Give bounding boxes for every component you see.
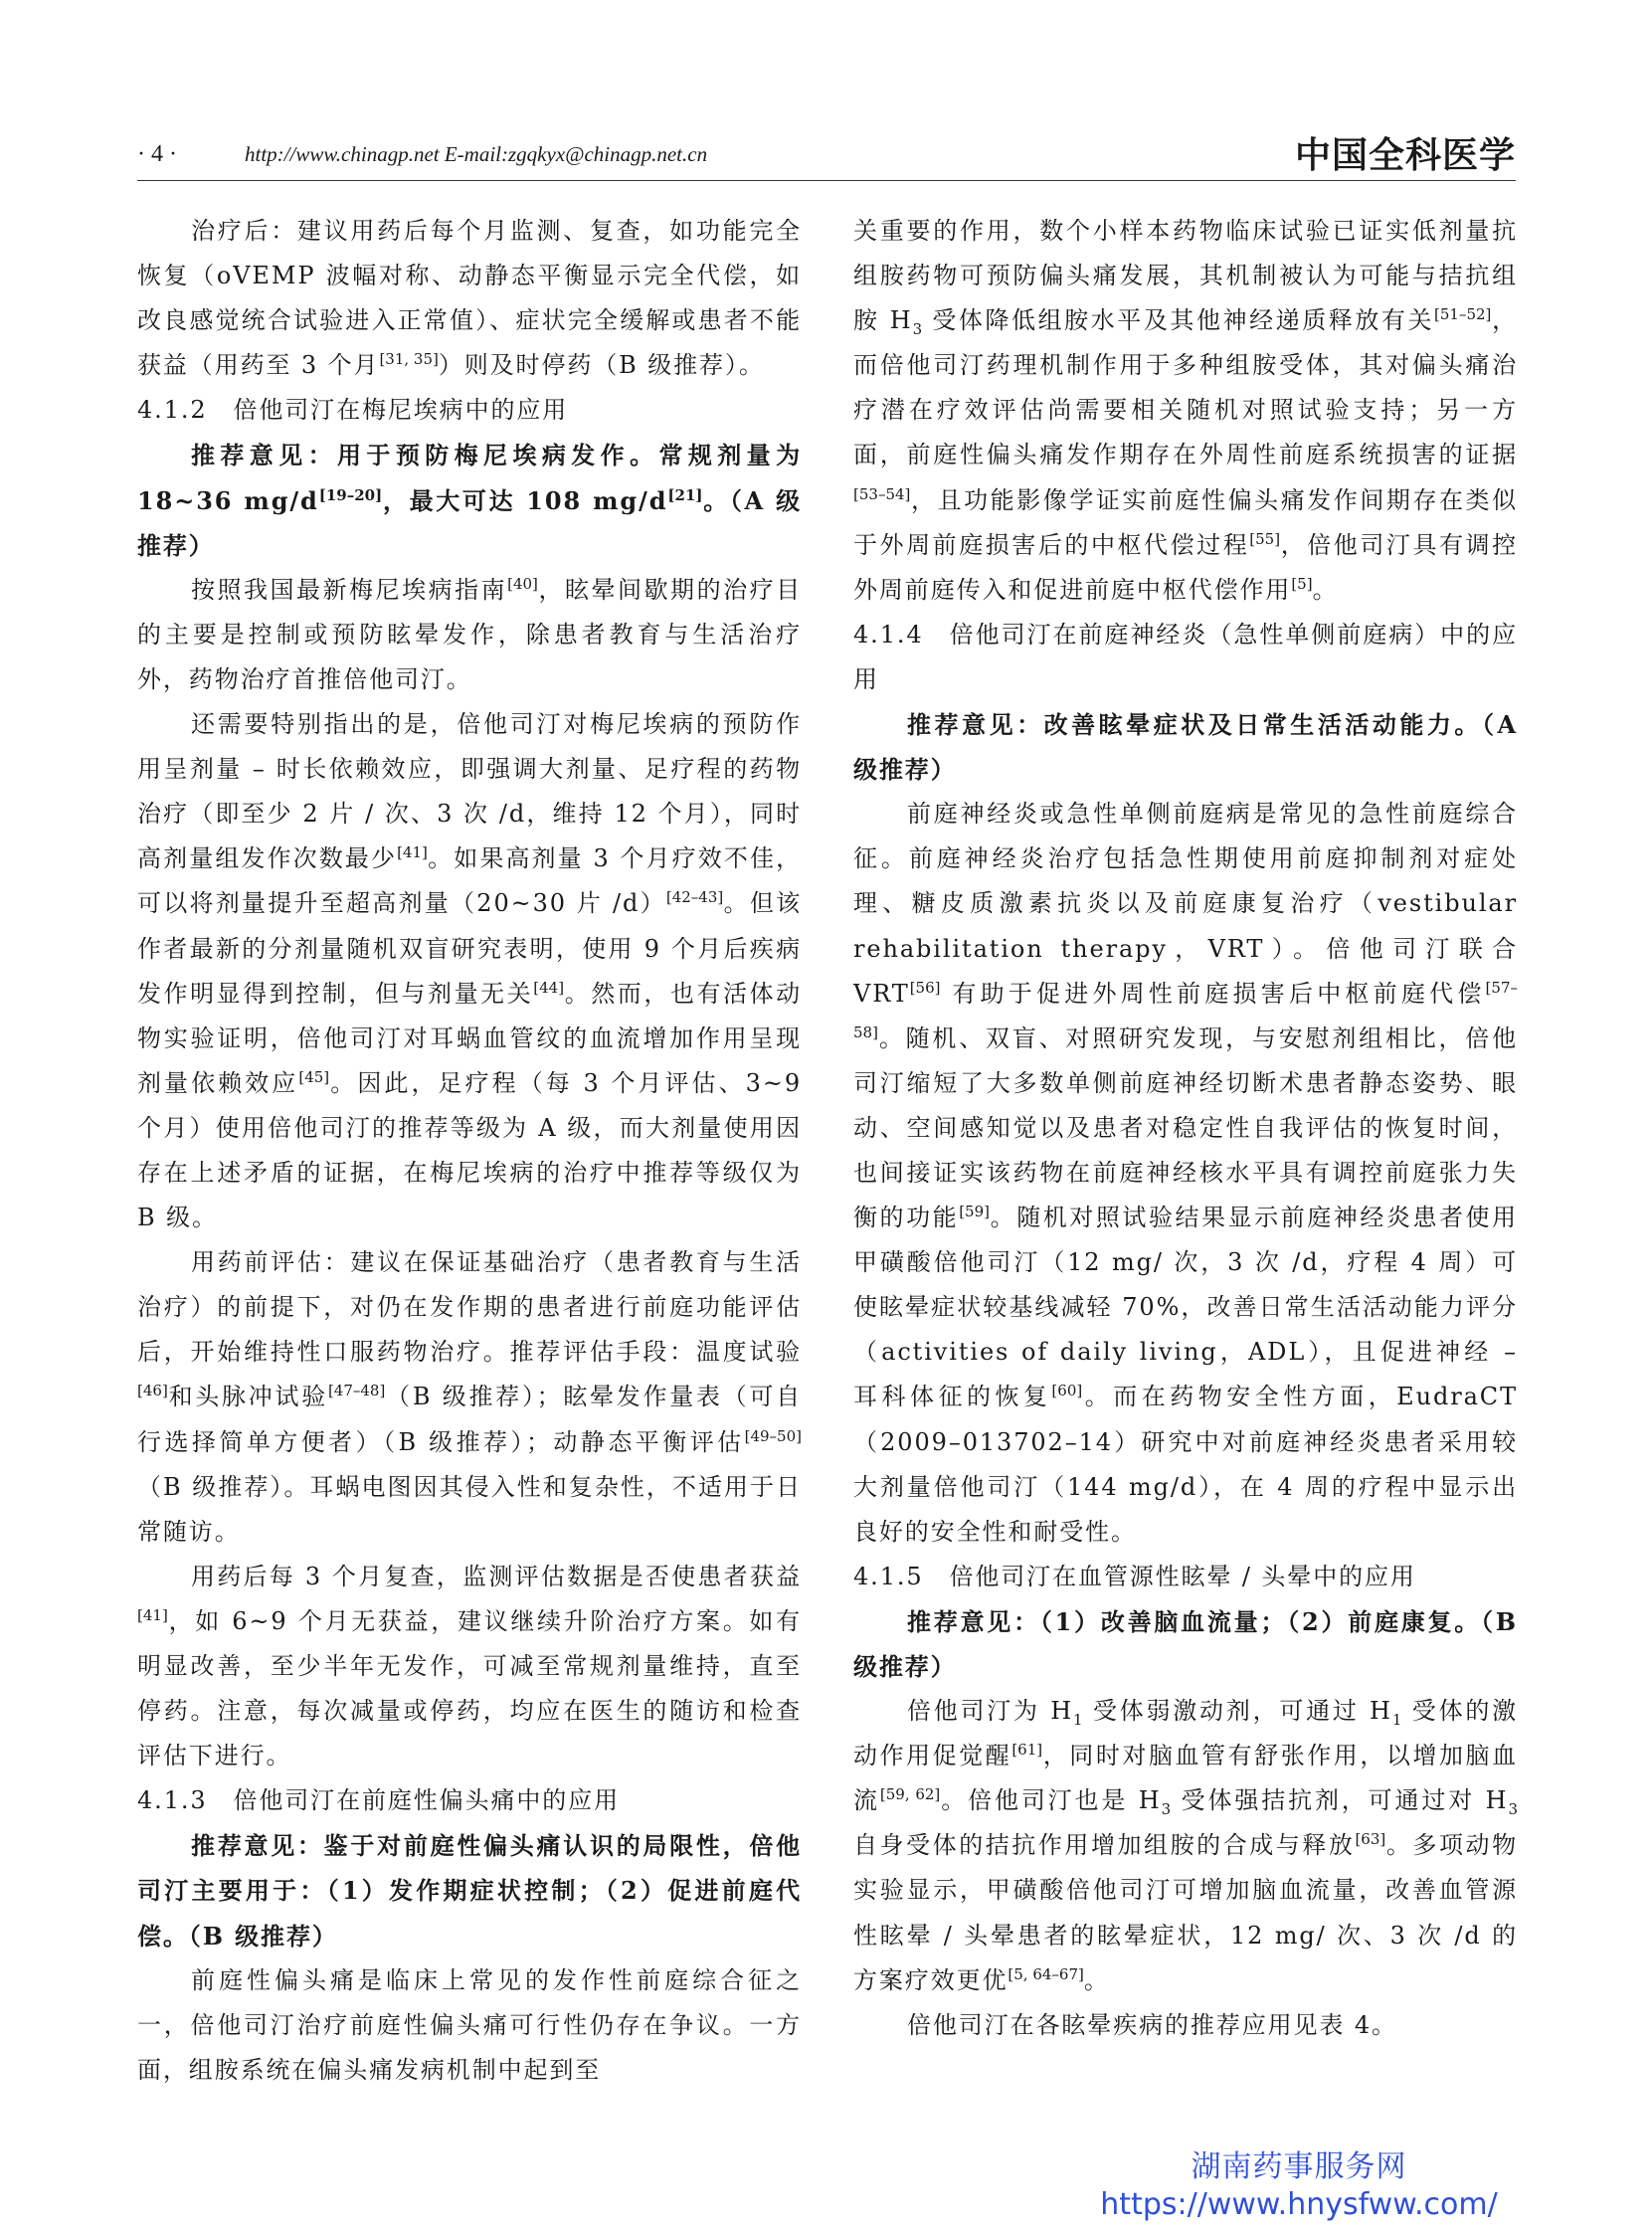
recommendation-vestibular-neuritis: 推荐意见：改善眩晕症状及日常生活活动能力。（A 级推荐）: [853, 710, 1518, 785]
header-divider: [137, 180, 1516, 181]
citation: [5, 64–67]: [1008, 1964, 1084, 1983]
paragraph-dose-dependence: 还需要特别指出的是，倍他司汀对梅尼埃病的预防作用呈剂量 – 时长依赖效应，即强调大剂量、足疗程的药物治疗（即至少 2 片 / 次、3 次 /d，维持 12 个月），同时高剂量组发作次数最少[41]。如果高剂量 3 个月疗效不佳，可以将剂量提升至超高剂量（20~30 片 /d）[42–43]。但该作者最新的分剂量随机双盲研究表明，使用 9 个月后疾病发作明显得到控制，但与剂量无关[44]。然而，也有活体动物实验证明，倍他司汀对耳蜗血管纹的血流增加作用呈现剂量依赖效应[45]。因此，足疗程（每 3 个月评估、3~9 个月）使用倍他司汀的推荐等级为 A 级，而大剂量使用因存在上述矛盾的证据，在梅尼埃病的治疗中推荐等级仅为 B 级。: [137, 710, 802, 1232]
paragraph-vestibular-neuritis: 前庭神经炎或急性单侧前庭病是常见的急性前庭综合征。前庭神经炎治疗包括急性期使用前庭抑制剂对症处理、糖皮质激素抗炎以及前庭康复治疗（vestibular rehabilitation therapy，VRT）。倍他司汀联合 VRT[56] 有助于促进外周性前庭损害后中枢前庭代偿[57–58]。随机、双盲、对照研究发现，与安慰剂组相比，倍他司汀缩短了大多数单侧前庭神经切断术患者静态姿势、眼动、空间感知觉以及患者对稳定性自我评估的恢复时间，也间接证实该药物在前庭神经核水平具有调控前庭张力失衡的功能[59]。随机对照试验结果显示前庭神经炎患者使用甲磺酸倍他司汀（12 mg/ 次，3 次 /d，疗程 4 周）可使眩晕症状较基线减轻 70%，改善日常生活活动能力评分（activities of daily living，ADL），且促进神经 – 耳科体征的恢复[60]。而在药物安全性方面，EudraCT（2009–013702–14）研究中对前庭神经炎患者采用较大剂量倍他司汀（144 mg/d），在 4 周的疗程中显示出良好的安全性和耐受性。: [853, 800, 1518, 1546]
paragraph-pre-assessment: 用药前评估：建议在保证基础治疗（患者教育与生活治疗）的前提下，对仍在发作期的患者进行前庭功能评估后，开始维持性口服药物治疗。推荐评估手段：温度试验[46]和头脉冲试验[47–48]（B 级推荐）；眩晕发作量表（可自行选择简单方便者）（B 级推荐）；动静态平衡评估[49–50]（B 级推荐）。耳蜗电图因其侵入性和复杂性，不适用于日常随访。: [137, 1248, 802, 1546]
paragraph-vestibular-migraine: 前庭性偏头痛是临床上常见的发作性前庭综合征之一，倍他司汀治疗前庭性偏头痛可行性仍存在争议。一方面，组胺系统在偏头痛发病机制中起到至: [137, 1965, 802, 2084]
page-number: · 4 ·: [137, 141, 177, 167]
citation: [19–20]: [318, 485, 383, 504]
citation: [55]: [1249, 529, 1281, 548]
paragraph-after-treatment: 治疗后：建议用药后每个月监测、复查，如功能完全恢复（oVEMP 波幅对称、动静态平衡显示完全代偿，如改良感觉统合试验进入正常值）、症状完全缓解或患者不能获益（用药至 3 个月[31, 35]）则及时停药（B 级推荐）。: [137, 217, 802, 380]
paragraph-follow-up: 用药后每 3 个月复查，监测评估数据是否使患者获益[41]，如 6~9 个月无获益，建议继续升阶治疗方案。如有明显改善，至少半年无发作，可减至常规剂量维持，直至停药。注意，每次减量或停药，均应在医生的随访和检查评估下进行。: [137, 1562, 802, 1770]
citation: [61]: [1011, 1741, 1043, 1760]
citation: [63]: [1355, 1830, 1386, 1849]
citation: [42–43]: [665, 888, 724, 907]
paragraph-migraine-continued: 关重要的作用，数个小样本药物临床试验已证实低剂量抗组胺药物可预防偏头痛发展，其机制被认为可能与拮抗组胺 $H_3$ 受体降低组胺水平及其他神经递质释放有关[51–52]，而倍他司汀药理机制作用于多种组胺受体，其对偏头痛治疗潜在疗效评估尚需要相关随机对照试验支持；另一方面，前庭性偏头痛发作期存在外周性前庭系统损害的证据[53–54]，且功能影像学证实前庭性偏头痛发作间期存在类似于外周前庭损害后的中枢代偿过程[55]，倍他司汀具有调控外周前庭传入和促进前庭中枢代偿作用[5]。: [853, 217, 1518, 604]
watermark-url[interactable]: https://www.hnysfww.com/: [1100, 2187, 1498, 2222]
journal-name: 中国全科医学: [1294, 135, 1516, 176]
citation: [5]: [1291, 574, 1313, 593]
citation: [41]: [137, 1605, 168, 1624]
citation: [47–48]: [327, 1382, 386, 1400]
paragraph-table-reference: 倍他司汀在各眩晕疾病的推荐应用见表 4。: [907, 2010, 1397, 2039]
citation: [44]: [533, 978, 565, 997]
watermark-site-name: 湖南药事服务网: [1191, 2149, 1407, 2184]
journal-url-email[interactable]: http://www.chinagp.net E-mail:zgqkyx@chinagp.net.cn: [245, 142, 708, 166]
citation: [56]: [909, 978, 941, 997]
right-column: [853, 209, 1518, 2048]
citation: [59]: [959, 1203, 990, 1221]
citation: [45]: [298, 1067, 330, 1086]
citation: [40]: [507, 574, 538, 593]
citation: [60]: [1051, 1382, 1083, 1400]
paragraph-guideline: 按照我国最新梅尼埃病指南[40]，眩晕间歇期的治疗目的主要是控制或预防眩晕发作，除患者教育与生活治疗外，药物治疗首推倍他司汀。: [137, 574, 802, 693]
section-heading-4-1-2: 4.1.2 倍他司汀在梅尼埃病中的应用: [137, 396, 569, 425]
section-heading-4-1-4: 4.1.4 倍他司汀在前庭神经炎（急性单侧前庭病）中的应用: [853, 620, 1518, 693]
citation: [41]: [397, 843, 428, 862]
citation: [31, 35]: [379, 350, 439, 369]
citation: [57–58]: [853, 978, 1518, 1041]
citation: [53–54]: [853, 484, 911, 503]
citation: [59, 62]: [879, 1785, 941, 1804]
citation: [49–50]: [744, 1426, 802, 1445]
citation: [51–52]: [1434, 305, 1492, 324]
watermark: [1080, 2148, 1518, 2224]
section-heading-4-1-5: 4.1.5 倍他司汀在血管源性眩晕 / 头晕中的应用: [853, 1562, 1416, 1590]
recommendation-vascular-vertigo: 推荐意见：（1）改善脑血流量；（2）前庭康复。（B 级推荐）: [853, 1606, 1518, 1681]
section-heading-4-1-3: 4.1.3 倍他司汀在前庭性偏头痛中的应用: [137, 1786, 620, 1815]
page-header: [137, 127, 1516, 175]
citation: [46]: [137, 1382, 168, 1400]
recommendation-meniere: 推荐意见：用于预防梅尼埃病发作。常规剂量为 18~36 mg/d[19–20]，最大可达 108 mg/d[21]。（A 级推荐）: [137, 441, 802, 560]
paragraph-vascular-vertigo: 倍他司汀为 $H_1$ 受体弱激动剂，可通过 $H_1$ 受体的激动作用促觉醒[61]，同时对脑血管有舒张作用，以增加脑血流[59, 62]。倍他司汀也是 $H_3$ 受体强拮抗剂，可通过对 $H_3$ 自身受体的拮抗作用增加组胺的合成与释放[63]。多项动物实验显示，甲磺酸倍他司汀可增加脑血流量，改善血管源性眩晕 / 头晕患者的眩晕症状，12 mg/ 次、3 次 /d 的方案疗效更优[5, 64–67]。: [853, 1697, 1519, 1994]
recommendation-vestibular-migraine: 推荐意见：鉴于对前庭性偏头痛认识的局限性，倍他司汀主要用于：（1）发作期症状控制；（2）促进前庭代偿。（B 级推荐）: [137, 1831, 802, 1951]
citation: [21]: [667, 485, 703, 504]
left-column: [137, 209, 802, 2093]
